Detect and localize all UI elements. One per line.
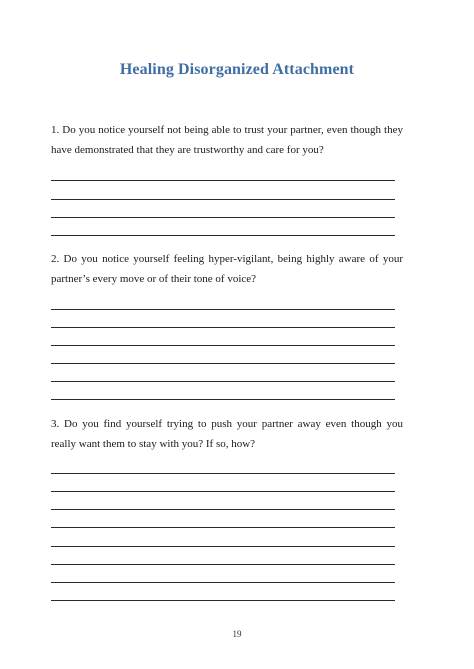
answer-line	[51, 509, 395, 510]
answer-line	[51, 527, 395, 528]
answer-line	[51, 309, 395, 310]
answer-line	[51, 180, 395, 181]
page-number: 19	[232, 629, 242, 639]
answer-line	[51, 582, 395, 583]
question-2: 2. Do you notice yourself feeling hyper-vigilant, being highly aware of your partner’s every move or of their tone of voice?	[51, 253, 403, 285]
answer-line	[51, 399, 395, 400]
answer-line	[51, 473, 395, 474]
answer-line	[51, 600, 395, 601]
question-3: 3. Do you find yourself trying to push your partner away even though you really want them to stay with you? If so, how?	[51, 418, 403, 450]
question-1: 1. Do you notice yourself not being able to trust your partner, even though they have demonstrated that they are trustworthy and care for you?	[51, 124, 403, 156]
answer-line	[51, 564, 395, 565]
answer-line	[51, 345, 395, 346]
answer-line	[51, 327, 395, 328]
answer-line	[51, 546, 395, 547]
answer-line	[51, 199, 395, 200]
answer-line	[51, 381, 395, 382]
answer-line	[51, 235, 395, 236]
answer-line	[51, 363, 395, 364]
answer-line	[51, 491, 395, 492]
page-title: Healing Disorganized Attachment	[119, 61, 355, 78]
answer-line	[51, 217, 395, 218]
